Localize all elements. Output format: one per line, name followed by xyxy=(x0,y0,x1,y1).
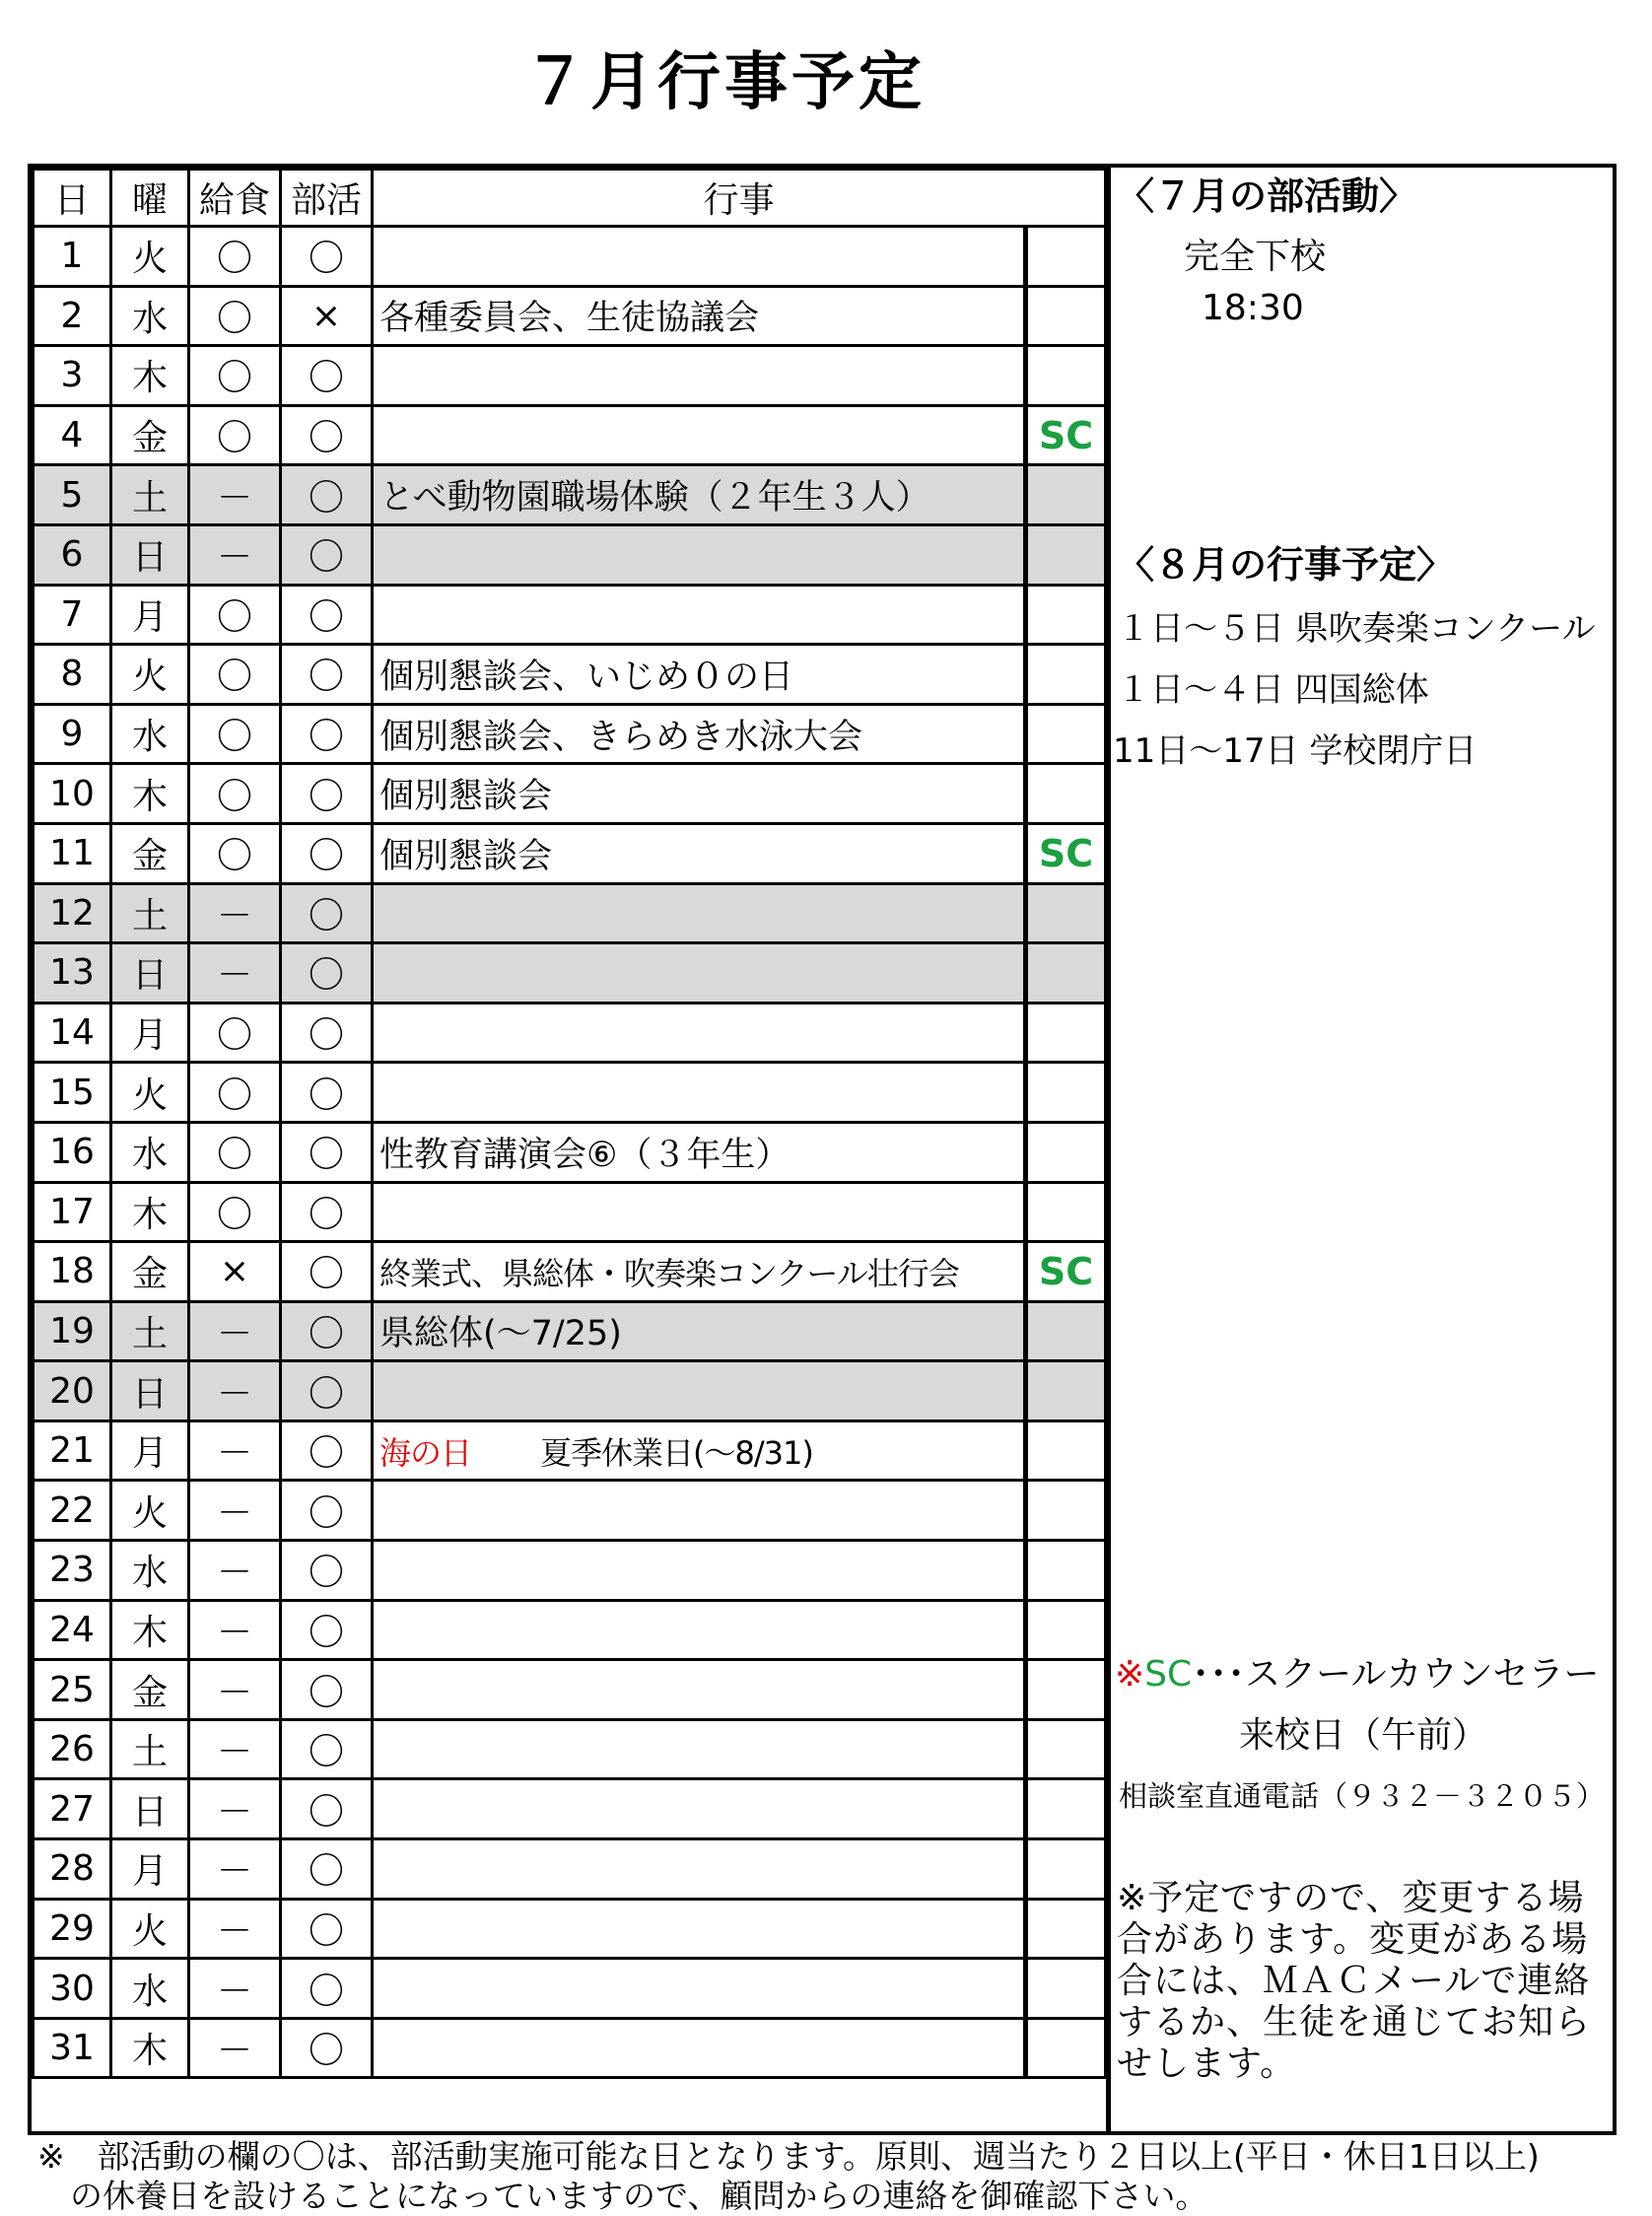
lunch-cell: － xyxy=(189,1420,281,1481)
lunch-cell: × xyxy=(189,1242,281,1302)
table-header-row xyxy=(34,170,1106,227)
day-cell: 9 xyxy=(34,704,111,764)
table-row xyxy=(34,883,1106,943)
event-cell: 各種委員会、生徒協議会 xyxy=(373,286,1026,346)
sc-cell: SC xyxy=(1026,1242,1106,1302)
lunch-cell: － xyxy=(189,1600,281,1660)
day-cell: 26 xyxy=(34,1719,111,1779)
weekday-cell: 火 xyxy=(111,645,189,705)
event-cell: 性教育講演会⑥（３年生） xyxy=(373,1122,1026,1182)
club-cell: 〇 xyxy=(281,823,373,883)
lunch-cell: 〇 xyxy=(189,585,281,645)
lunch-cell: － xyxy=(189,465,281,525)
club-cell: 〇 xyxy=(281,645,373,705)
lunch-cell: 〇 xyxy=(189,405,281,465)
weekday-cell: 木 xyxy=(111,2018,189,2078)
club-cell: × xyxy=(281,286,373,346)
schedule-table xyxy=(32,168,1107,2079)
club-cell: 〇 xyxy=(281,1959,373,2019)
aug-item: １日～４日 四国総体 xyxy=(1117,670,1429,710)
sc-cell xyxy=(1026,1003,1106,1063)
lunch-cell: 〇 xyxy=(189,704,281,764)
weekday-cell: 金 xyxy=(111,823,189,883)
event-cell xyxy=(373,1063,1026,1123)
lunch-cell: － xyxy=(189,1839,281,1900)
event-cell xyxy=(373,346,1026,406)
header-day: 日 xyxy=(34,170,111,227)
sc-cell xyxy=(1026,524,1106,585)
event-cell: 個別懇談会 xyxy=(373,764,1026,824)
lunch-cell: － xyxy=(189,1301,281,1361)
day-cell: 31 xyxy=(34,2018,111,2078)
sc-cell xyxy=(1026,1063,1106,1123)
club-cell: 〇 xyxy=(281,1003,373,1063)
weekday-cell: 日 xyxy=(111,1779,189,1839)
event-cell xyxy=(373,1003,1026,1063)
event-text: 夏季休業日(～8/31) xyxy=(540,1433,813,1472)
weekday-cell: 月 xyxy=(111,1839,189,1900)
weekday-cell: 土 xyxy=(111,465,189,525)
lunch-cell: 〇 xyxy=(189,645,281,705)
sc-cell xyxy=(1026,585,1106,645)
club-cell: 〇 xyxy=(281,1660,373,1720)
lunch-cell: － xyxy=(189,1779,281,1839)
club-cell: 〇 xyxy=(281,585,373,645)
event-cell: 終業式、県総体・吹奏楽コンクール壮行会 xyxy=(373,1242,1026,1302)
day-cell: 13 xyxy=(34,943,111,1004)
sc-cell xyxy=(1026,1182,1106,1242)
club-cell: 〇 xyxy=(281,1242,373,1302)
weekday-cell: 木 xyxy=(111,764,189,824)
table-row xyxy=(34,524,1106,585)
table-row xyxy=(34,1839,1106,1900)
club-cell: 〇 xyxy=(281,2018,373,2078)
event-cell: 個別懇談会、いじめ０の日 xyxy=(373,645,1026,705)
header-lunch: 給食 xyxy=(189,170,281,227)
club-cell: 〇 xyxy=(281,405,373,465)
sc-cell xyxy=(1026,645,1106,705)
event-cell xyxy=(373,524,1026,585)
sc-cell xyxy=(1026,1959,1106,2019)
table-row xyxy=(34,1541,1106,1601)
sc-legend-desc: ･･･スクールカウンセラー xyxy=(1192,1654,1600,1695)
event-cell xyxy=(373,1361,1026,1421)
sc-cell xyxy=(1026,346,1106,406)
schedule-change-note: ※予定ですので、変更する場合があります。変更がある場合には、ＭＡＣメールで連絡するか、生徒を通じてお知らせします。 xyxy=(1117,1878,1592,2084)
event-cell xyxy=(373,1719,1026,1779)
day-cell: 8 xyxy=(34,645,111,705)
weekday-cell: 金 xyxy=(111,1660,189,1720)
weekday-cell: 木 xyxy=(111,1600,189,1660)
table-row xyxy=(34,585,1106,645)
sc-cell xyxy=(1026,1541,1106,1601)
sc-legend-mark: ※ xyxy=(1115,1654,1145,1695)
table-row xyxy=(34,943,1106,1004)
event-cell xyxy=(373,883,1026,943)
table-row xyxy=(34,465,1106,525)
lunch-cell: 〇 xyxy=(189,1182,281,1242)
lunch-cell: － xyxy=(189,524,281,585)
weekday-cell: 水 xyxy=(111,286,189,346)
weekday-cell: 月 xyxy=(111,585,189,645)
day-cell: 28 xyxy=(34,1839,111,1900)
table-row xyxy=(34,1063,1106,1123)
page-title: ７月行事予定 xyxy=(523,46,926,119)
day-cell: 7 xyxy=(34,585,111,645)
club-cell: 〇 xyxy=(281,1122,373,1182)
event-cell: 県総体(～7/25) xyxy=(373,1301,1026,1361)
lunch-cell: 〇 xyxy=(189,227,281,287)
table-row xyxy=(34,1959,1106,2019)
club-cell: 〇 xyxy=(281,1420,373,1481)
table-row xyxy=(34,704,1106,764)
header-event: 行事 xyxy=(373,170,1106,227)
lunch-cell: 〇 xyxy=(189,764,281,824)
sc-cell xyxy=(1026,1361,1106,1421)
club-cell: 〇 xyxy=(281,1481,373,1541)
table-row xyxy=(34,1003,1106,1063)
day-cell: 25 xyxy=(34,1660,111,1720)
lunch-cell: － xyxy=(189,1899,281,1959)
club-cell: 〇 xyxy=(281,1719,373,1779)
table-row xyxy=(34,1182,1106,1242)
event-cell xyxy=(373,227,1026,287)
club-cell: 〇 xyxy=(281,524,373,585)
club-cell: 〇 xyxy=(281,1182,373,1242)
weekday-cell: 土 xyxy=(111,883,189,943)
weekday-cell: 金 xyxy=(111,405,189,465)
day-cell: 10 xyxy=(34,764,111,824)
weekday-cell: 水 xyxy=(111,1122,189,1182)
day-cell: 6 xyxy=(34,524,111,585)
event-cell xyxy=(373,1959,1026,2019)
table-row xyxy=(34,764,1106,824)
aug-heading: 〈８月の行事予定〉 xyxy=(1117,543,1455,587)
club-heading: 〈７月の部活動〉 xyxy=(1117,174,1417,218)
club-cell: 〇 xyxy=(281,1839,373,1900)
sc-cell xyxy=(1026,1719,1106,1779)
weekday-cell: 土 xyxy=(111,1301,189,1361)
club-time: 18:30 xyxy=(1202,288,1304,328)
sc-cell xyxy=(1026,1420,1106,1481)
weekday-cell: 日 xyxy=(111,524,189,585)
day-cell: 20 xyxy=(34,1361,111,1421)
table-row xyxy=(34,2018,1106,2078)
table-row xyxy=(34,1899,1106,1959)
weekday-cell: 月 xyxy=(111,1420,189,1481)
club-cell: 〇 xyxy=(281,1361,373,1421)
weekday-cell: 火 xyxy=(111,1899,189,1959)
day-cell: 19 xyxy=(34,1301,111,1361)
weekday-cell: 水 xyxy=(111,704,189,764)
event-cell xyxy=(373,1541,1026,1601)
weekday-cell: 火 xyxy=(111,1481,189,1541)
day-cell: 16 xyxy=(34,1122,111,1182)
table-row xyxy=(34,1242,1106,1302)
sc-cell: SC xyxy=(1026,405,1106,465)
weekday-cell: 火 xyxy=(111,227,189,287)
footnote xyxy=(37,2137,1634,2216)
lunch-cell: － xyxy=(189,1541,281,1601)
sc-legend-label: SC xyxy=(1144,1654,1193,1695)
table-row xyxy=(34,1481,1106,1541)
event-cell xyxy=(373,585,1026,645)
sc-cell xyxy=(1026,1660,1106,1720)
day-cell: 21 xyxy=(34,1420,111,1481)
holiday-label: 海の日 xyxy=(379,1433,472,1472)
weekday-cell: 火 xyxy=(111,1063,189,1123)
sidebar xyxy=(1111,168,1613,2131)
sc-cell xyxy=(1026,1899,1106,1959)
event-cell: とべ動物園職場体験（２年生３人） xyxy=(373,465,1026,525)
footnote-line: ※ 部活動の欄の〇は、部活動実施可能な日となります。原則、週当たり２日以上(平日・休日1日以上) xyxy=(37,2137,1540,2176)
club-cell: 〇 xyxy=(281,1063,373,1123)
table-row xyxy=(34,227,1106,287)
table-row xyxy=(34,1122,1106,1182)
day-cell: 1 xyxy=(34,227,111,287)
club-cell: 〇 xyxy=(281,943,373,1004)
table-row xyxy=(34,1600,1106,1660)
lunch-cell: 〇 xyxy=(189,286,281,346)
club-cell: 〇 xyxy=(281,704,373,764)
sc-cell xyxy=(1026,943,1106,1004)
sc-cell xyxy=(1026,704,1106,764)
event-cell xyxy=(373,1182,1026,1242)
day-cell: 23 xyxy=(34,1541,111,1601)
sc-cell xyxy=(1026,1122,1106,1182)
lunch-cell: － xyxy=(189,2018,281,2078)
table-row xyxy=(34,286,1106,346)
event-cell xyxy=(373,1420,1026,1481)
day-cell: 3 xyxy=(34,346,111,406)
day-cell: 27 xyxy=(34,1779,111,1839)
weekday-cell: 土 xyxy=(111,1719,189,1779)
header-weekday: 曜 xyxy=(111,170,189,227)
club-cell: 〇 xyxy=(281,1301,373,1361)
sc-cell xyxy=(1026,883,1106,943)
sc-cell xyxy=(1026,1839,1106,1900)
table-row xyxy=(34,1660,1106,1720)
club-cell: 〇 xyxy=(281,465,373,525)
day-cell: 22 xyxy=(34,1481,111,1541)
table-row xyxy=(34,346,1106,406)
event-cell xyxy=(373,2018,1026,2078)
sc-cell xyxy=(1026,1481,1106,1541)
day-cell: 18 xyxy=(34,1242,111,1302)
day-cell: 30 xyxy=(34,1959,111,2019)
weekday-cell: 月 xyxy=(111,1003,189,1063)
club-cell: 〇 xyxy=(281,1541,373,1601)
table-row xyxy=(34,1361,1106,1421)
club-dismissal: 完全下校 xyxy=(1184,237,1327,277)
footnote-line: の休養日を設けることになっていますので、顧問からの連絡を御確認下さい。 xyxy=(37,2177,1208,2215)
event-cell xyxy=(373,1600,1026,1660)
weekday-cell: 水 xyxy=(111,1959,189,2019)
day-cell: 11 xyxy=(34,823,111,883)
event-cell: 個別懇談会、きらめき水泳大会 xyxy=(373,704,1026,764)
table-row xyxy=(34,1779,1106,1839)
lunch-cell: － xyxy=(189,943,281,1004)
day-cell: 14 xyxy=(34,1003,111,1063)
event-cell xyxy=(373,1779,1026,1839)
lunch-cell: 〇 xyxy=(189,346,281,406)
weekday-cell: 日 xyxy=(111,943,189,1004)
table-row xyxy=(34,1719,1106,1779)
lunch-cell: － xyxy=(189,1719,281,1779)
club-cell: 〇 xyxy=(281,1600,373,1660)
weekday-cell: 木 xyxy=(111,1182,189,1242)
day-cell: 24 xyxy=(34,1600,111,1660)
event-cell xyxy=(373,1660,1026,1720)
table-row xyxy=(34,405,1106,465)
aug-item: １日～５日 県吹奏楽コンクール xyxy=(1117,609,1596,649)
club-cell: 〇 xyxy=(281,764,373,824)
club-cell: 〇 xyxy=(281,346,373,406)
club-cell: 〇 xyxy=(281,1779,373,1839)
sc-cell xyxy=(1026,227,1106,287)
sc-cell xyxy=(1026,2018,1106,2078)
weekday-cell: 木 xyxy=(111,346,189,406)
club-cell: 〇 xyxy=(281,883,373,943)
lunch-cell: － xyxy=(189,1660,281,1720)
lunch-cell: － xyxy=(189,1481,281,1541)
sc-phone: 相談室直通電話（９３２－３２０５） xyxy=(1119,1779,1606,1813)
lunch-cell: － xyxy=(189,1959,281,2019)
day-cell: 29 xyxy=(34,1899,111,1959)
event-cell xyxy=(373,1899,1026,1959)
lunch-cell: 〇 xyxy=(189,1003,281,1063)
lunch-cell: 〇 xyxy=(189,1063,281,1123)
sc-cell: SC xyxy=(1026,823,1106,883)
weekday-cell: 水 xyxy=(111,1541,189,1601)
sc-legend xyxy=(1115,1646,1599,1697)
table-row xyxy=(34,823,1106,883)
event-cell xyxy=(373,405,1026,465)
sc-cell xyxy=(1026,286,1106,346)
day-cell: 4 xyxy=(34,405,111,465)
event-cell xyxy=(373,1481,1026,1541)
table-row xyxy=(34,1301,1106,1361)
sc-cell xyxy=(1026,764,1106,824)
lunch-cell: － xyxy=(189,1361,281,1421)
sc-visit: 来校日（午前） xyxy=(1239,1715,1488,1756)
lunch-cell: － xyxy=(189,883,281,943)
day-cell: 12 xyxy=(34,883,111,943)
lunch-cell: 〇 xyxy=(189,823,281,883)
table-row xyxy=(34,1420,1106,1481)
sc-cell xyxy=(1026,1779,1106,1839)
day-cell: 15 xyxy=(34,1063,111,1123)
event-cell xyxy=(373,943,1026,1004)
sc-cell xyxy=(1026,1600,1106,1660)
event-cell: 個別懇談会 xyxy=(373,823,1026,883)
day-cell: 5 xyxy=(34,465,111,525)
sc-cell xyxy=(1026,1301,1106,1361)
sc-cell xyxy=(1026,465,1106,525)
table-row xyxy=(34,645,1106,705)
aug-item: 11日～17日 学校閉庁日 xyxy=(1113,731,1478,771)
header-club: 部活 xyxy=(281,170,373,227)
weekday-cell: 日 xyxy=(111,1361,189,1421)
event-cell xyxy=(373,1839,1026,1900)
lunch-cell: 〇 xyxy=(189,1122,281,1182)
day-cell: 17 xyxy=(34,1182,111,1242)
day-cell: 2 xyxy=(34,286,111,346)
club-cell: 〇 xyxy=(281,1899,373,1959)
club-cell: 〇 xyxy=(281,227,373,287)
weekday-cell: 金 xyxy=(111,1242,189,1302)
